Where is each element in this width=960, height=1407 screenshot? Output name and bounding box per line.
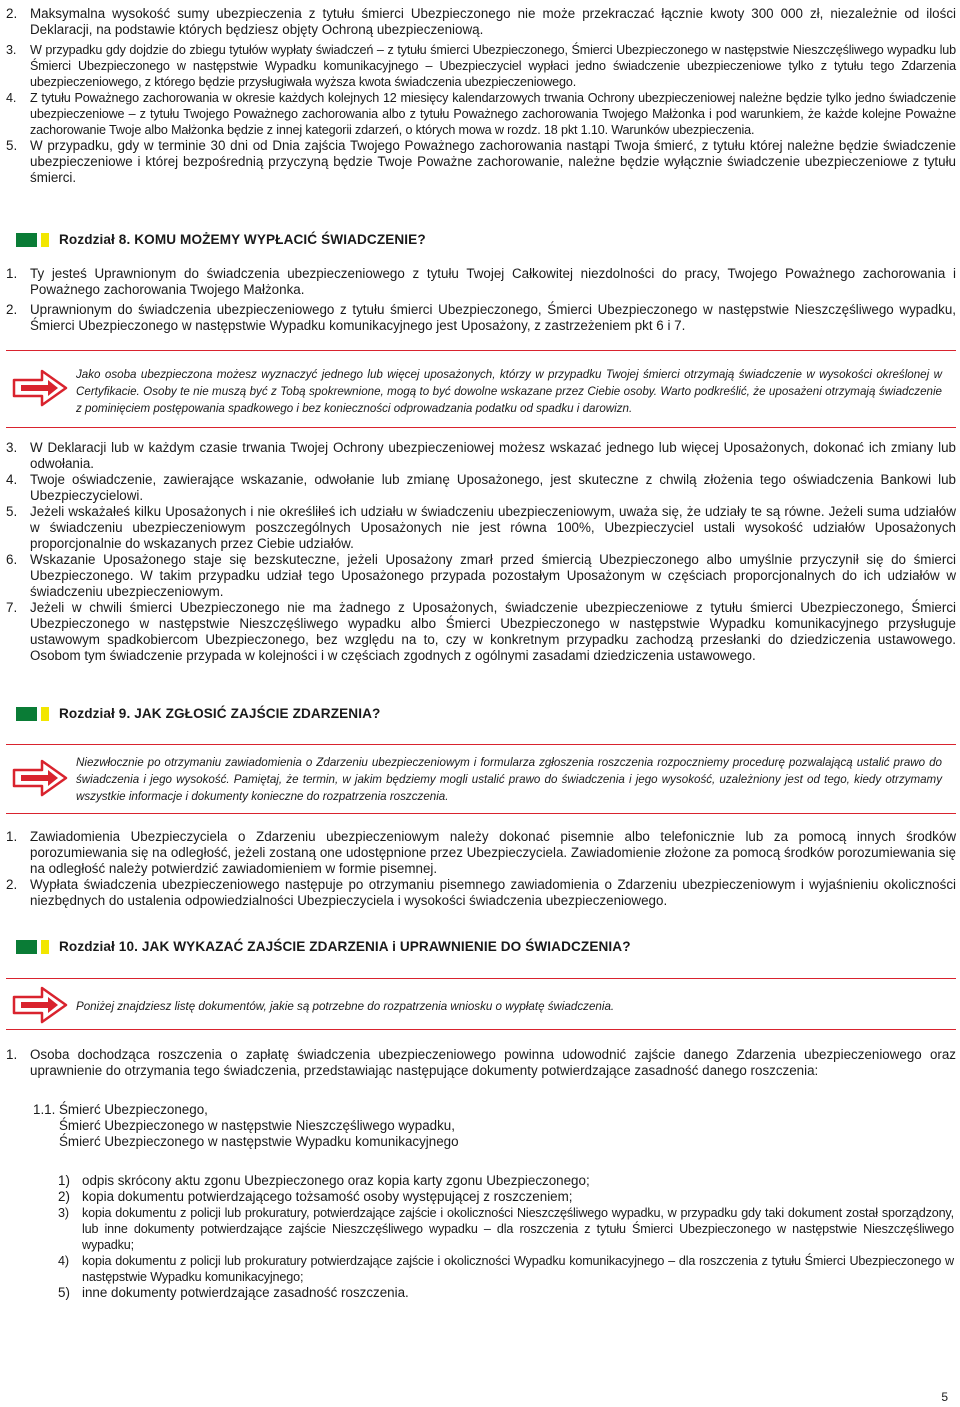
- info-note: Jako osoba ubezpieczona możesz wyznaczyć jednego lub więcej uposażonych, którzy w przypadku Twojej śmierci otrzymają świadczenie w wysokości określonej w Certyfikacie. Osoby te nie muszą być z Tobą spokrewnione, mogą to być dowolne wskazane przez Ciebie osoby. Warto podkreślić, że uposażeni otrzymają świadczenie z pominięciem postępowania spadkowego i bez konieczności odprowadzania podatku od spadku i darowizn.: [6, 350, 956, 428]
- chapter-8-list-a: [6, 266, 956, 334]
- list-item: 1. Osoba dochodząca roszczenia o zapłatę świadczenia ubezpieczeniowego powinna udowodnić zajście danego Zdarzenia ubezpieczeniowego oraz uprawnienie do otrzymania tego świadczenia, przedstawiając następujące dokumenty potwierdzające zasadność danego roszczenia:: [6, 1047, 956, 1078]
- chapter-10-list: [6, 1047, 956, 1079]
- document-list: [58, 1173, 954, 1301]
- list-item: 4. Z tytułu Poważnego zachorowania w okresie każdych kolejnych 12 miesięcy kalendarzowych trwania Ochrony ubezpieczeniowej należne będzie tylko jedno świadczenie ubezpieczeniowe – z tytułu Twojego Poważnego zachorowania albo z tytułu Poważnego zachorowania Twojego Małżonka i pod warunkiem, że każde kolejne Poważne zachorowanie Twoje albo Małżonka będzie z innej kategorii zdarzeń, o których mowa w rozdz. 18 pkt 1.10. Warunków ubezpieczenia.: [6, 91, 956, 137]
- list-item: 1. Ty jesteś Uprawnionym do świadczenia ubezpieczeniowego z tytułu Twojej Całkowitej niezdolności do pracy, Twojego Poważnego zachorowania i Poważnego zachorowania Twojego Małżonka.: [6, 266, 956, 297]
- top-list: [6, 6, 956, 186]
- list-item: 2. Maksymalna wysokość sumy ubezpieczenia z tytułu śmierci Ubezpieczonego nie może przekraczać łącznie kwoty 300 000 zł, niezależnie od ilości Deklaracji, na podstawie których będziesz objęty Ochroną ubezpieczeniową.: [6, 6, 956, 37]
- chapter-9-heading: Rozdział 9. JAK ZGŁOSIĆ ZAJŚCIE ZDARZENIA?: [16, 705, 380, 723]
- document-page: 2. Maksymalna wysokość sumy ubezpieczenia z tytułu śmierci Ubezpieczonego nie może przekraczać łącznie kwoty 300 000 zł, niezależnie od ilości Deklaracji, na podstawie których będziesz objęty Ochroną ubezpieczeniową. 3. W przypadku gdy dojdzie do zbiegu tytułów wypłaty świadczeń – z tytułu śmierci Ubezpieczonego, Śmierci Ubezpieczonego w następstwie Nieszczęśliwego wypadku lub Śmierci Ubezpieczonego w następstwie Wypadku komunikacyjnego – Ubezpieczyciel wypłaci jedno świadczenie ubezpieczeniowe tylko z tytułu tego Zdarzenia ubezpieczeniowego, z którego będzie przysługiwała wyższa kwota świadczenia ubezpieczeniowego. 4. Z tytułu Poważnego zachorowania w okresie każdych kolejnych 12 miesięcy kalendarzowych trwania Ochrony ubezpieczeniowej należne będzie tylko jedno świadczenie ubezpieczeniowe – z tytułu Twojego Poważnego zachorowania albo z tytułu Poważnego zachorowania Twojego Małżonka i pod warunkiem, że każde kolejne Poważne zachorowanie Twoje albo Małżonka będzie z innej kategorii zdarzeń, o których mowa w rozdz. 18 pkt 1.10. Warunków ubezpieczenia. 5. W przypadku, gdy w terminie 30 dni od Dnia zajścia Twojego Poważnego zachorowania nastąpi Twoja śmierć, z tytułu której należne będzie świadczenie ubezpieczeniowe i której bezpośrednią przyczyną będzie Twoje Poważne zachorowanie, należne będzie wyłącznie świadczenie ubezpieczeniowe z tytułu śmierci. Rozdział 8. KOMU MOŻEMY WYPŁACIĆ ŚWIADCZENIE? 1. Ty jesteś Uprawnionym do świadczenia ubezpieczeniowego z tytułu Twojej Całkowitej niezdolności do pracy, Twojego Poważnego zachorowania i Poważnego zachorowania Twojego Małżonka. 2. Uprawnionym do świadczenia ubezpieczeniowego z tytułu śmierci Ubezpieczonego, Śmierci Ubezpieczonego w następstwie Nieszczęśliwego wypadku, Śmierci Ubezpieczonego w następstwie Wypadku komunikacyjnego jest Uposażony, z zastrzeżeniem pkt 6 i 7. Jako osoba ubezpieczona możesz wyznaczyć jednego lub więcej uposażonych, którzy w przypadku Twojej śmierci otrzymają świadczenie w wysokości określonej w Certyfikacie. Osoby te nie muszą być z Tobą spokrewnione, mogą to być dowolne wskazane przez Ciebie osoby. Warto podkreślić, że uposażeni otrzymają świadczenie z pominięciem postępowania spadkowego i bez konieczności odprowadzania podatku od spadku i darowizn. 3. W Deklaracji lub w każdym czasie trwania Twojej Ochrony ubezpieczeniowej możesz wskazać jednego lub więcej Uposażonych, dokonać ich zmiany lub odwołania. 4. Twoje oświadczenie, zawierające wskazanie, odwołanie lub zmianę Uposażonego, jest skuteczne z chwilą złożenia tego oświadczenia Bankowi lub Ubezpieczycielowi. 5. Jeżeli wskażałeś kilku Uposażonych i nie określiłeś ich udziału w świadczeniu ubezpieczeniowym, uważa się, że udziały te są równe. Jeżeli suma udziałów w świadczeniu ubezpieczeniowym poszczególnych Uposażonych nie jest równa 100%, Ubezpieczyciel ustali wysokość udziałów Uposażonych proporcjonalnie do wskazanych przez Ciebie udziałów. 6. Wskazanie Uposażonego staje się bezskuteczne, jeżeli Uposażony zmarł przed śmiercią Ubezpieczonego albo umyślnie przyczynił się do śmierci Ubezpieczonego. W takim przypadku udział tego Uposażonego przypada pozostałym Uposażonym w częściach proporcjonalnych do ich udziałów w świadczeniu ubezpieczeniowym. 7. Jeżeli w chwili śmierci Ubezpieczonego nie ma żadnego z Uposażonych, świadczenie ubezpieczeniowe z tytułu śmierci Ubezpieczonego, Śmierci Ubezpieczonego w następstwie Nieszczęśliwego wypadku albo Śmierci Ubezpieczonego w następstwie Wypadku komunikacyjnego przysługuje ustawowym spadkobiercom Ubezpieczonego, bez względu na to, czy w konkretnym przypadku zachodzą przesłanki do dziedziczenia ustawowego. Osobom tym świadczenie przypada w kolejności i w częściach zgodnych z ogólnymi zasadami dziedziczenia ustawowego. Rozdział 9. JAK ZGŁOSIĆ ZAJŚCIE ZDARZENIA? Niezwłocznie po otrzymaniu zawiadomienia o Zdarzeniu ubezpieczeniowym i formularza zgłoszenia roszczenia rozpoczniemy procedurę pozwalającą ustalić prawo do świadczenia i jego wysokość. Pamiętaj, że termin, w jakim będziemy mogli ustalić prawo do świadczenia i jego wysokość, uzależniony jest od tego, kiedy otrzymamy wszystkie informacje i dokumenty konieczne do rozpatrzenia roszczenia. 1. Zawiadomienia Ubezpieczyciela o Zdarzeniu ubezpieczeniowym należy dokonać pisemnie albo telefonicznie lub za pomocą innych środków porozumiewania się na odległość, jeżeli zostaną one udostępnione przez Ubezpieczyciela. Zawiadomienie złożone za pomocą środków porozumiewania się na odległość należy potwierdzić zawiadomieniem w formie pisemnej. 2. Wypłata świadczenia ubezpieczeniowego następuje po otrzymaniu pisemnego zawiadomienia o Zdarzeniu ubezpieczeniowym i wyjaśnieniu okoliczności niezbędnych do ustalenia odpowiedzialności Ubezpieczyciela i wysokości świadczenia ubezpieczeniowego. Rozdział 10. JAK WYKAZAĆ ZAJŚCIE ZDARZENIA i UPRAWNIENIE DO ŚWIADCZENIA? Poniżej znajdziesz listę dokumentów, jakie są potrzebne do rozpatrzenia wniosku o wypłatę świadczenia. 1. Osoba dochodząca roszczenia o zapłatę świadczenia ubezpieczeniowego powinna udowodnić zajście danego Zdarzenia ubezpieczeniowego oraz uprawnienie do otrzymania tego świadczenia, przedstawiając następujące dokumenty potwierdzające zasadność danego roszczenia: 1.1. Śmierć Ubezpieczonego, Śmierć Ubezpieczonego w następstwie Nieszczęśliwego wypadku, Śmierć Ubezpieczonego w następstwie Wypadku komunikacyjnego 1) odpis skrócony aktu zgonu Ubezpieczonego oraz kopia karty zgonu Ubezpieczonego; 2) kopia dokumentu potwierdzającego tożsamość osoby występującej z roszczeniem; 3) kopia dokumentu z policji lub prokuratury, potwierdzające zajście i okoliczności Nieszczęśliwego wypadku, w przypadku gdy taki dokument został sporządzony, lub inne dokumenty potwierdzające zajście Nieszczęśliwego wypadku – dla roszczenia z tytułu Śmierci Ubezpieczonego w następstwie Nieszczęśliwego wypadku; 4) kopia dokumentu z policji lub prokuratury potwierdzające zajście i okoliczności Wypadku komunikacyjnego – dla roszczenia z tytułu Śmierci Ubezpieczonego w następstwie Wypadku komunikacyjnego; 5) inne dokumenty potwierdzające zasadność roszczenia. 5: [6, 6, 956, 1404]
- arrow-icon: [12, 758, 68, 798]
- list-item: 5) inne dokumenty potwierdzające zasadność roszczenia.: [58, 1285, 409, 1300]
- list-item: 2. Wypłata świadczenia ubezpieczeniowego następuje po otrzymaniu pisemnego zawiadomienia o Zdarzeniu ubezpieczeniowym i wyjaśnieniu okoliczności niezbędnych do ustalenia odpowiedzialności Ubezpieczyciela i wysokości świadczenia ubezpieczeniowego.: [6, 877, 956, 908]
- list-item: 2) kopia dokumentu potwierdzającego tożsamość osoby występującej z roszczeniem;: [58, 1189, 573, 1204]
- page-number: 5: [941, 1390, 948, 1404]
- chapter-8-list-b: [6, 440, 956, 664]
- list-item: 7. Jeżeli w chwili śmierci Ubezpieczonego nie ma żadnego z Uposażonych, świadczenie ubezpieczeniowe z tytułu śmierci Ubezpieczonego, Śmierci Ubezpieczonego w następstwie Nieszczęśliwego wypadku albo Śmierci Ubezpieczonego w następstwie Wypadku komunikacyjnego przysługuje ustawowym spadkobiercom Ubezpieczonego, bez względu na to, czy w konkretnym przypadku zachodzą przesłanki do dziedziczenia ustawowego. Osobom tym świadczenie przypada w kolejności i w częściach zgodnych z ogólnymi zasadami dziedziczenia ustawowego.: [6, 600, 956, 663]
- arrow-icon: [12, 985, 68, 1025]
- list-item: 5. Jeżeli wskażałeś kilku Uposażonych i nie określiłeś ich udziału w świadczeniu ubezpieczeniowym, uważa się, że udziały te są równe. Jeżeli suma udziałów w świadczeniu ubezpieczeniowym poszczególnych Uposażonych nie jest równa 100%, Ubezpieczyciel ustali wysokość udziałów Uposażonych proporcjonalnie do wskazanych przez Ciebie udziałów.: [6, 504, 956, 551]
- section-marker-icon: [16, 940, 49, 954]
- list-item: 3. W przypadku gdy dojdzie do zbiegu tytułów wypłaty świadczeń – z tytułu śmierci Ubezpieczonego, Śmierci Ubezpieczonego w następstwie Nieszczęśliwego wypadku lub Śmierci Ubezpieczonego w następstwie Wypadku komunikacyjnego – Ubezpieczyciel wypłaci jedno świadczenie ubezpieczeniowe tylko z tytułu tego Zdarzenia ubezpieczeniowego, z którego będzie przysługiwała wyższa kwota świadczenia ubezpieczeniowego.: [6, 43, 956, 89]
- list-item: 2. Uprawnionym do świadczenia ubezpieczeniowego z tytułu śmierci Ubezpieczonego, Śmierci Ubezpieczonego w następstwie Nieszczęśliwego wypadku, Śmierci Ubezpieczonego w następstwie Wypadku komunikacyjnego jest Uposażony, z zastrzeżeniem pkt 6 i 7.: [6, 302, 956, 333]
- list-item: 4) kopia dokumentu z policji lub prokuratury potwierdzające zajście i okoliczności Wypadku komunikacyjnego – dla roszczenia z tytułu Śmierci Ubezpieczonego w następstwie Wypadku komunikacyjnego;: [58, 1254, 954, 1284]
- list-item: 1. Zawiadomienia Ubezpieczyciela o Zdarzeniu ubezpieczeniowym należy dokonać pisemnie albo telefonicznie lub za pomocą innych środków porozumiewania się na odległość, jeżeli zostaną one udostępnione przez Ubezpieczyciela. Zawiadomienie złożone za pomocą środków porozumiewania się na odległość należy potwierdzić zawiadomieniem w formie pisemnej.: [6, 829, 956, 876]
- info-note: Poniżej znajdziesz listę dokumentów, jakie są potrzebne do rozpatrzenia wniosku o wypłatę świadczenia.: [6, 978, 956, 1030]
- list-item: 4. Twoje oświadczenie, zawierające wskazanie, odwołanie lub zmianę Uposażonego, jest skuteczne z chwilą złożenia tego oświadczenia Bankowi lub Ubezpieczycielowi.: [6, 472, 956, 503]
- arrow-icon: [12, 368, 68, 408]
- list-item: 6. Wskazanie Uposażonego staje się bezskuteczne, jeżeli Uposażony zmarł przed śmiercią Ubezpieczonego albo umyślnie przyczynił się do śmierci Ubezpieczonego. W takim przypadku udział tego Uposażonego przypada pozostałym Uposażonym w częściach proporcjonalnych do ich udziałów w świadczeniu ubezpieczeniowym.: [6, 552, 956, 599]
- section-marker-icon: [16, 233, 49, 247]
- chapter-8-heading: Rozdział 8. KOMU MOŻEMY WYPŁACIĆ ŚWIADCZENIE?: [16, 231, 426, 249]
- info-note: Niezwłocznie po otrzymaniu zawiadomienia o Zdarzeniu ubezpieczeniowym i formularza zgłoszenia roszczenia rozpoczniemy procedurę pozwalającą ustalić prawo do świadczenia i jego wysokość. Pamiętaj, że termin, w jakim będziemy mogli ustalić prawo do świadczenia i jego wysokość, uzależniony jest od tego, kiedy otrzymamy wszystkie informacje i dokumenty konieczne do rozpatrzenia roszczenia.: [6, 744, 956, 814]
- list-item: 3. W Deklaracji lub w każdym czasie trwania Twojej Ochrony ubezpieczeniowej możesz wskazać jednego lub więcej Uposażonych, dokonać ich zmiany lub odwołania.: [6, 440, 956, 471]
- section-marker-icon: [16, 707, 49, 721]
- chapter-9-list: [6, 829, 956, 909]
- list-item: 5. W przypadku, gdy w terminie 30 dni od Dnia zajścia Twojego Poważnego zachorowania nastąpi Twoja śmierć, z tytułu której należne będzie świadczenie ubezpieczeniowe i której bezpośrednią przyczyną będzie Twoje Poważne zachorowanie, należne będzie wyłącznie świadczenie ubezpieczeniowe z tytułu śmierci.: [6, 138, 956, 185]
- chapter-10-heading: Rozdział 10. JAK WYKAZAĆ ZAJŚCIE ZDARZENIA i UPRAWNIENIE DO ŚWIADCZENIA?: [16, 938, 631, 956]
- list-item: 1) odpis skrócony aktu zgonu Ubezpieczonego oraz kopia karty zgonu Ubezpieczonego;: [58, 1173, 590, 1188]
- list-item: 3) kopia dokumentu z policji lub prokuratury, potwierdzające zajście i okoliczności Nieszczęśliwego wypadku, w przypadku gdy taki dokument został sporządzony, lub inne dokumenty potwierdzające zajście Nieszczęśliwego wypadku – dla roszczenia z tytułu Śmierci Ubezpieczonego w następstwie Nieszczęśliwego wypadku;: [58, 1206, 954, 1252]
